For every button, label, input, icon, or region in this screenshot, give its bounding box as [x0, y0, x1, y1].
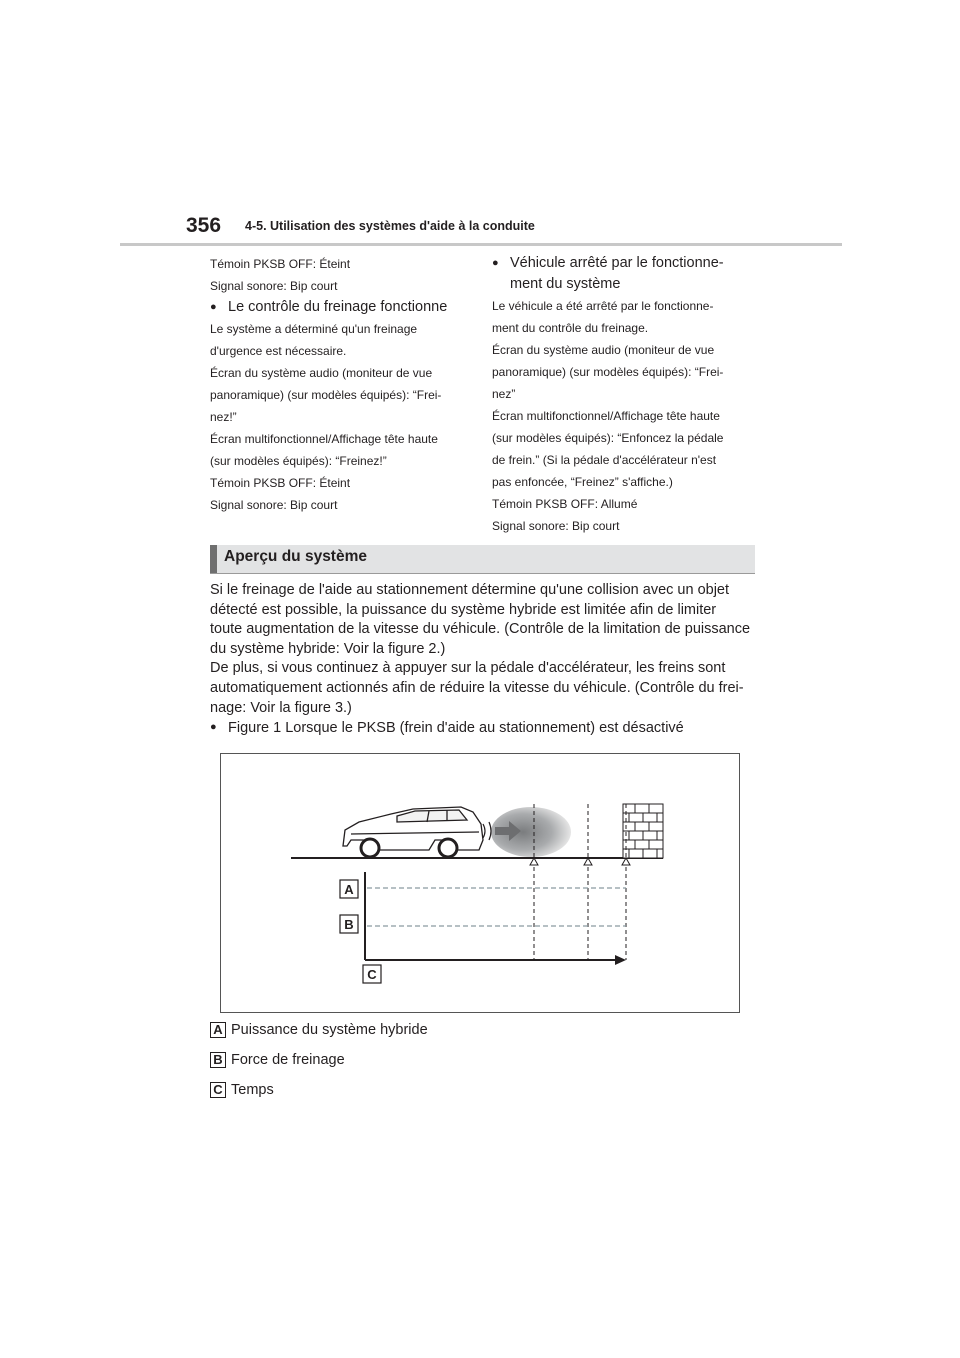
- right-p4: Témoin PKSB OFF: Allumé: [492, 497, 638, 511]
- header-rule: [120, 243, 842, 246]
- figure-1: [220, 753, 740, 1013]
- wall-icon: [623, 804, 663, 858]
- legend-key-b: B: [210, 1052, 226, 1068]
- page-number: 356: [186, 214, 222, 237]
- marker-triangles: [530, 858, 630, 865]
- level-lines: [367, 888, 626, 926]
- body-line-2: détecté est possible, la puissance du système hybride est limitée afin de limiter: [210, 601, 717, 618]
- left-p2a: Écran du système audio (moniteur de vue: [210, 366, 433, 380]
- left-p2c: nez!”: [210, 410, 237, 424]
- right-column: [492, 253, 747, 537]
- left-p1a: Le système a déterminé qu'un freinage: [210, 322, 418, 336]
- left-bullet: ● Le contrôle du freinage fonctionne: [210, 297, 465, 318]
- right-bullet-line-a: Véhicule arrêté par le fonctionne-: [510, 255, 724, 271]
- body-line-4: du système hybride: Voir la figure 2.): [210, 640, 446, 657]
- legend-row-c: [210, 1082, 274, 1098]
- time-axis-arrowhead: [615, 955, 626, 965]
- right-p5: Signal sonore: Bip court: [492, 519, 620, 533]
- car-icon: [343, 807, 483, 857]
- right-bullet: [492, 253, 747, 295]
- right-p2a: Écran du système audio (moniteur de vue: [492, 343, 715, 357]
- body-text: [210, 581, 755, 718]
- figure-label-b: B: [344, 917, 354, 932]
- right-p2b: panoramique) (sur modèles équipés): “Frei-: [492, 365, 724, 379]
- left-p5: Signal sonore: Bip court: [210, 498, 338, 512]
- body-line-3: toute augmentation de la vitesse du véhicule. (Contrôle de la limitation de puissance: [210, 621, 751, 638]
- legend-row-a: [210, 1022, 428, 1038]
- section-banner: [210, 545, 755, 574]
- left-column: [210, 253, 465, 516]
- left-p4: Témoin PKSB OFF: Éteint: [210, 476, 351, 490]
- banner-title: Aperçu du système: [224, 548, 367, 565]
- figure-label-a: A: [344, 882, 354, 897]
- right-bullet-line-b: ment du système: [510, 276, 621, 292]
- right-p3d: pas enfoncée, “Freinez” s'affiche.): [492, 475, 673, 489]
- body-line-5: De plus, si vous continuez à appuyer sur la pédale d'accélérateur, les freins sont: [210, 660, 726, 677]
- left-line-1: Témoin PKSB OFF: Éteint: [210, 257, 351, 271]
- left-p3b: (sur modèles équipés): “Freinez!”: [210, 454, 387, 468]
- body-line-6: automatiquement actionnés afin de réduire la vitesse du véhicule. (Contrôle du frei-: [210, 679, 744, 696]
- legend-key-a: A: [210, 1022, 226, 1038]
- banner-accent-bar: [210, 545, 217, 573]
- left-line-2: Signal sonore: Bip court: [210, 279, 338, 293]
- right-p3a: Écran multifonctionnel/Affichage tête haute: [492, 409, 720, 423]
- right-p1a: Le véhicule a été arrêté par le fonctionne-: [492, 299, 714, 313]
- right-p1b: ment du contrôle du freinage.: [492, 321, 649, 335]
- right-p2c: nez”: [492, 387, 516, 401]
- left-p3a: Écran multifonctionnel/Affichage tête haute: [210, 432, 438, 446]
- section-title: 4-5. Utilisation des systèmes d'aide à la conduite: [245, 219, 535, 233]
- figure-label-c: C: [367, 967, 377, 982]
- right-p3c: de frein.” (Si la pédale d'accélérateur n'est: [492, 453, 717, 467]
- legend-text-a: Puissance du système hybride: [231, 1022, 428, 1038]
- legend-text-b: Force de freinage: [231, 1052, 345, 1068]
- right-p3b: (sur modèles équipés): “Enfoncez la pédale: [492, 431, 724, 445]
- legend-key-c: C: [210, 1082, 226, 1098]
- figure-caption: ● Figure 1 Lorsque le PKSB (frein d'aide au stationnement) est désactivé: [210, 720, 773, 736]
- left-p1b: d'urgence est nécessaire.: [210, 344, 347, 358]
- body-line-7: nage: Voir la figure 3.): [210, 699, 352, 716]
- left-p2b: panoramique) (sur modèles équipés): “Frei-: [210, 388, 442, 402]
- legend-text-c: Temps: [231, 1082, 274, 1098]
- legend-row-b: [210, 1052, 345, 1068]
- body-line-1: Si le freinage de l'aide au stationnement détermine qu'une collision avec un objet: [210, 582, 730, 598]
- figure-diagram: [221, 754, 741, 1014]
